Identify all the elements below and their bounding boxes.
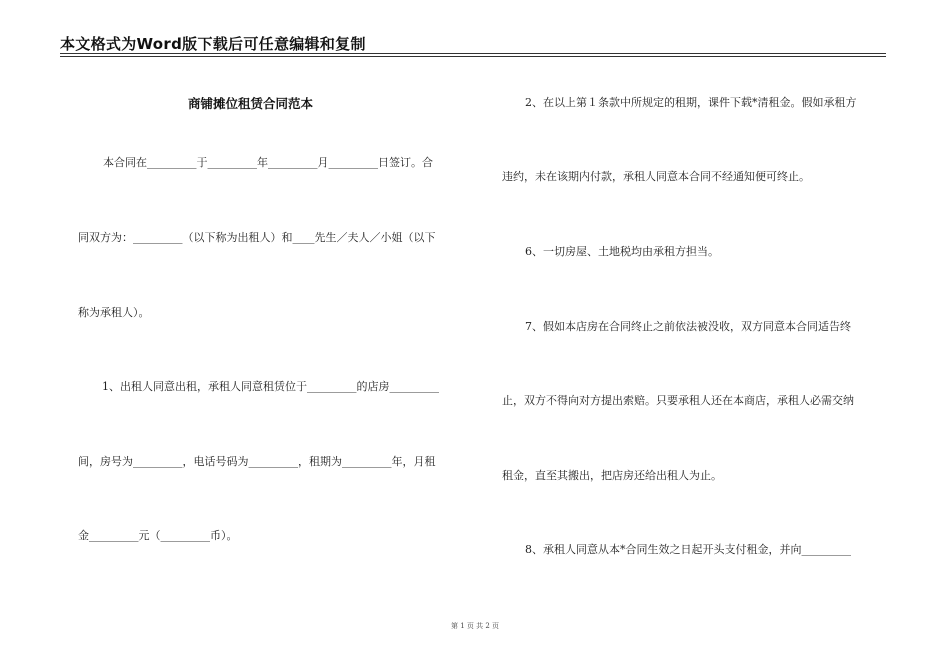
header-rule-bottom [60, 56, 886, 57]
left-paragraph-line-5: 间，房号为_________，电话号码为_________，租期为_________年，月租 [78, 455, 436, 468]
left-paragraph-line-4: 1、出租人同意出租，承租人同意租赁位于_________的店房_________ [102, 380, 439, 393]
right-paragraph-line-2: 违约，未在该期内付款，承租人同意本合同不经通知便可终止。 [502, 170, 810, 183]
right-paragraph-line-7: 8、承租人同意从本*合同生效之日起开头支付租金，并向_________ [525, 543, 851, 556]
page-header: 本文格式为Word版下载后可任意编辑和复制 [60, 35, 366, 53]
left-paragraph-line-6: 金_________元（_________币）。 [78, 529, 238, 542]
right-paragraph-line-1: 2、在以上第１条款中所规定的租期，课件下载*清租金。假如承租方 [525, 96, 857, 109]
right-paragraph-line-4: 7、假如本店房在合同终止之前依法被没收，双方同意本合同适告终 [525, 320, 851, 333]
left-paragraph-line-3: 称为承租人）。 [78, 306, 150, 319]
right-paragraph-line-3: 6、一切房屋、土地税均由承租方担当。 [525, 245, 719, 258]
document-title: 商铺摊位租赁合同范本 [188, 96, 314, 111]
left-paragraph-line-1: 本合同在_________于_________年_________月_________日签订。合 [103, 156, 433, 169]
header-rule-top [60, 53, 886, 54]
left-paragraph-line-2: 同双方为：_________（以下称为出租人）和____先生／夫人／小姐（以下 [78, 231, 436, 244]
right-paragraph-line-5: 止，双方不得向对方提出索赔。只要承租人还在本商店，承租人必需交纳 [502, 394, 854, 407]
page-footer: 第 1 页 共 2 页 [450, 622, 500, 630]
right-paragraph-line-6: 租金，直至其搬出，把店房还给出租人为止。 [502, 469, 722, 482]
